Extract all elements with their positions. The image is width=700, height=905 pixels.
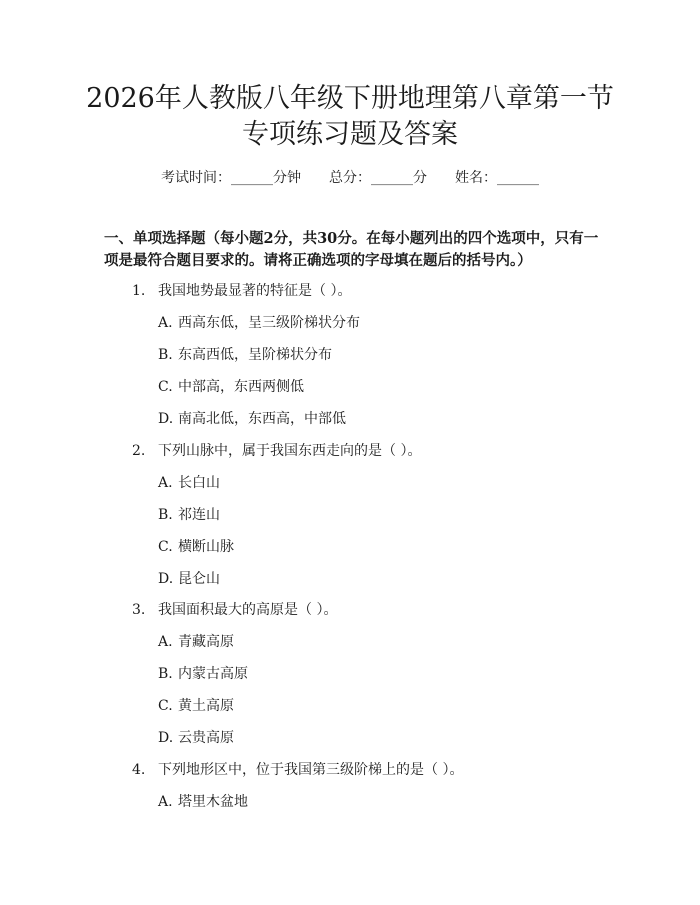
option-letter: A.: [158, 475, 173, 491]
option-letter: B.: [158, 347, 173, 363]
option-text: 内蒙古高原: [178, 666, 248, 682]
section-heading: 一、单项选择题（每小题2分，共30分。在每小题列出的四个选项中，只有一项是最符合题目要求的。请将正确选项的字母填在题后的括号内。）: [104, 230, 599, 269]
option-letter: A.: [158, 315, 173, 331]
question-3-option-d: [158, 728, 234, 748]
option-text: 昆仑山: [178, 571, 220, 587]
option-text: 祁连山: [178, 507, 220, 523]
question-text: 下列地形区中，位于我国第三级阶梯上的是（ ）。: [158, 762, 464, 778]
question-4-option-a: [158, 792, 248, 812]
question-2-option-b: [158, 505, 220, 525]
question-number: 1.: [132, 283, 146, 299]
question-2-option-d: [158, 569, 220, 589]
option-letter: D.: [158, 411, 174, 427]
option-letter: A.: [158, 794, 173, 810]
question-2: [132, 441, 421, 461]
question-1: [132, 281, 351, 301]
option-text: 青藏高原: [178, 634, 234, 650]
question-text: 我国面积最大的高原是（ ）。: [158, 602, 338, 618]
option-text: 长白山: [178, 475, 220, 491]
question-number: 3.: [132, 602, 146, 618]
question-text: 我国地势最显著的特征是（ ）。: [158, 283, 352, 299]
option-text: 黄土高原: [178, 698, 234, 714]
question-number: 2.: [132, 443, 146, 459]
document-title-line-1: 2026年人教版八年级下册地理第八章第一节: [86, 83, 614, 114]
question-3-option-b: [158, 664, 248, 684]
option-letter: B.: [158, 507, 173, 523]
student-name-field: 姓名：______: [455, 170, 539, 186]
question-3-option-c: [158, 696, 234, 716]
question-1-option-a: [158, 313, 360, 333]
question-2-option-a: [158, 473, 220, 493]
option-letter: C.: [158, 698, 173, 714]
question-text: 下列山脉中，属于我国东西走向的是（ ）。: [158, 443, 422, 459]
option-text: 东高西低，呈阶梯状分布: [178, 347, 332, 363]
question-1-option-c: [158, 377, 304, 397]
option-letter: D.: [158, 571, 174, 587]
option-text: 中部高，东西两侧低: [178, 379, 304, 395]
question-3: [132, 600, 337, 620]
option-letter: A.: [158, 634, 173, 650]
option-text: 横断山脉: [178, 539, 234, 555]
question-1-option-b: [158, 345, 332, 365]
option-text: 云贵高原: [178, 730, 234, 746]
exam-time-field: 考试时间：______分钟: [161, 170, 301, 186]
question-number: 4.: [132, 762, 146, 778]
exam-info-line: [0, 168, 700, 188]
option-letter: C.: [158, 379, 173, 395]
option-text: 塔里木盆地: [178, 794, 248, 810]
option-text: 西高东低，呈三级阶梯状分布: [178, 315, 360, 331]
option-letter: D.: [158, 730, 174, 746]
question-3-option-a: [158, 632, 234, 652]
question-2-option-c: [158, 537, 234, 557]
question-4: [132, 760, 463, 780]
option-letter: C.: [158, 539, 173, 555]
question-1-option-d: [158, 409, 346, 429]
total-score-field: 总分：______分: [329, 170, 427, 186]
document-title-line-2: 专项练习题及答案: [242, 119, 458, 150]
option-text: 南高北低，东西高，中部低: [178, 411, 346, 427]
option-letter: B.: [158, 666, 173, 682]
